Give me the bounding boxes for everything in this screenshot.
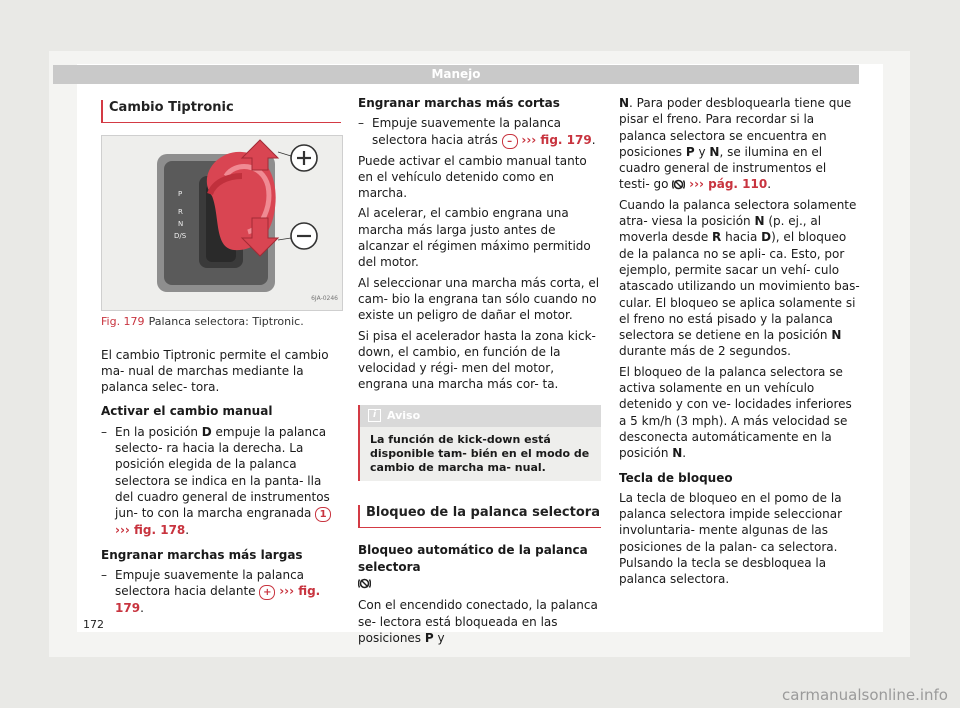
fig-179-link-b[interactable]: ››› fig. 179 <box>521 132 592 147</box>
intro-paragraph: El cambio Tiptronic permite el cambio ma- nual de marchas mediante la palanca selec- tora. <box>101 347 329 395</box>
longer-gears-item: – Empuje suavemente la palanca selectora hacia delante + ››› fig. 179. <box>101 567 341 617</box>
figure-caption-text: Palanca selectora: Tiptronic. <box>148 315 304 329</box>
figure-code: 6JA-0246 <box>311 295 338 302</box>
gear-label-n: N <box>178 220 184 229</box>
shorter-gears-heading: Engranar marchas más cortas <box>358 96 560 110</box>
brake-pedal-warning-icon <box>358 578 371 589</box>
auto-lock-heading: Bloqueo automático de la palanca selectora <box>358 543 588 574</box>
paragraph-accelerate: Al acelerar, el cambio engrana una marcha más larga justo antes de alcanzar el régimen máximo permitido del motor. <box>358 206 591 270</box>
column-3 <box>619 95 860 592</box>
section-title-lever-lock: Bloqueo de la palanca selectora <box>358 505 601 528</box>
page-number: 172 <box>83 618 104 631</box>
paragraph-low-speed: El bloqueo de la palanca selectora se activa solamente en un vehículo detenido y con ve- locidades inferiores a 5 km/h (3 mph). A más velocidad se desconecta automáticamente en la posición N. <box>619 364 852 461</box>
auto-lock-paragraph: Con el encendido conectado, la palanca se- lectora está bloqueada en las posiciones P y <box>358 598 598 645</box>
gear-label-p: P <box>178 190 183 199</box>
brake-pedal-warning-icon <box>672 179 685 190</box>
column-2 <box>358 95 601 650</box>
figure-number: Fig. 179 <box>101 315 145 329</box>
fig-179-link-a[interactable]: ››› fig. 179 <box>115 584 321 616</box>
manual-heading: Activar el cambio manual <box>101 404 273 419</box>
figure-179 <box>101 135 343 311</box>
callout-1-badge: 1 <box>315 507 331 522</box>
shorter-gears-item: – Empuje suavemente la palanca selectora hacia atrás – ››› fig. 179. <box>358 115 601 148</box>
section-title-tiptronic: Cambio Tiptronic <box>101 100 341 123</box>
paragraph-kickdown: Si pisa el acelerador hasta la zona kick-down, el cambio, en función de la velocidad y régi- men del motor, engrana una marcha más cor- ta. <box>358 328 596 392</box>
notice-header <box>360 405 601 427</box>
gear-lever-illustration <box>102 136 342 310</box>
page-header: Manejo <box>53 65 859 84</box>
lock-button-paragraph: La tecla de bloqueo en el pomo de la palanca selectora impide seleccionar involuntaria- mente algunas de las posiciones de la palan- ca selectora. Pulsando la tecla se desbloquea la palanca selectora. <box>619 490 843 587</box>
paragraph-pass-through-n: Cuando la palanca selectora solamente atra- viesa la posición N (p. ej., al moverla desde R hacia D), el bloqueo de la palanca no se apli- ca. Esto, por ejemplo, permite sacar un vehí- culo atascado utilizando un movimiento bas- cular. El bloqueo se aplica solamente si el freno no está pisado y la palanca selectora se detiene en la posición N durante más de 2 segundos. <box>619 197 860 359</box>
fig-178-link[interactable]: ››› fig. 178 <box>115 523 186 538</box>
gear-label-r: R <box>178 208 183 217</box>
minus-badge: – <box>502 134 518 149</box>
longer-gears-heading: Engranar marchas más largas <box>101 547 303 562</box>
notice-text: La función de kick-down está disponible tam- bién en el modo de cambio de marcha ma- nual. <box>370 433 590 475</box>
info-icon: i <box>368 409 381 422</box>
paragraph-unlock-brake: N. Para poder desbloquearla tiene que pisar el freno. Para recordar si la palanca selectora se encuentra en posiciones P y N, se ilumina en el cuadro general de instrumentos el testi- go ››› pág. 110. <box>619 96 852 192</box>
notice-box <box>358 405 601 481</box>
figure-caption <box>101 314 341 330</box>
notice-label: Aviso <box>387 408 421 422</box>
brake-warning-icon-row <box>358 575 601 591</box>
watermark: carmanualsonline.info <box>782 686 948 704</box>
manual-list-item: – En la posición D empuje la palanca selecto- ra hacia la derecha. La posición elegida de la palanca selectora se indica en la panta- lla del cuadro general de instrumentos jun- to con la marcha engranada 1 ››› fig. 178. <box>101 424 341 539</box>
plus-badge: + <box>259 585 275 600</box>
paragraph-downshift: Al seleccionar una marcha más corta, el cam- bio la engrana tan sólo cuando no existe un peligro de dañar el motor. <box>358 275 600 323</box>
gear-label-ds: D/S <box>174 232 187 241</box>
lock-button-heading: Tecla de bloqueo <box>619 470 733 485</box>
column-1 <box>101 95 341 620</box>
paragraph-manual-anytime: Puede activar el cambio manual tanto en el vehículo detenido como en marcha. <box>358 153 587 201</box>
page-110-link[interactable]: ››› pág. 110 <box>689 177 768 192</box>
